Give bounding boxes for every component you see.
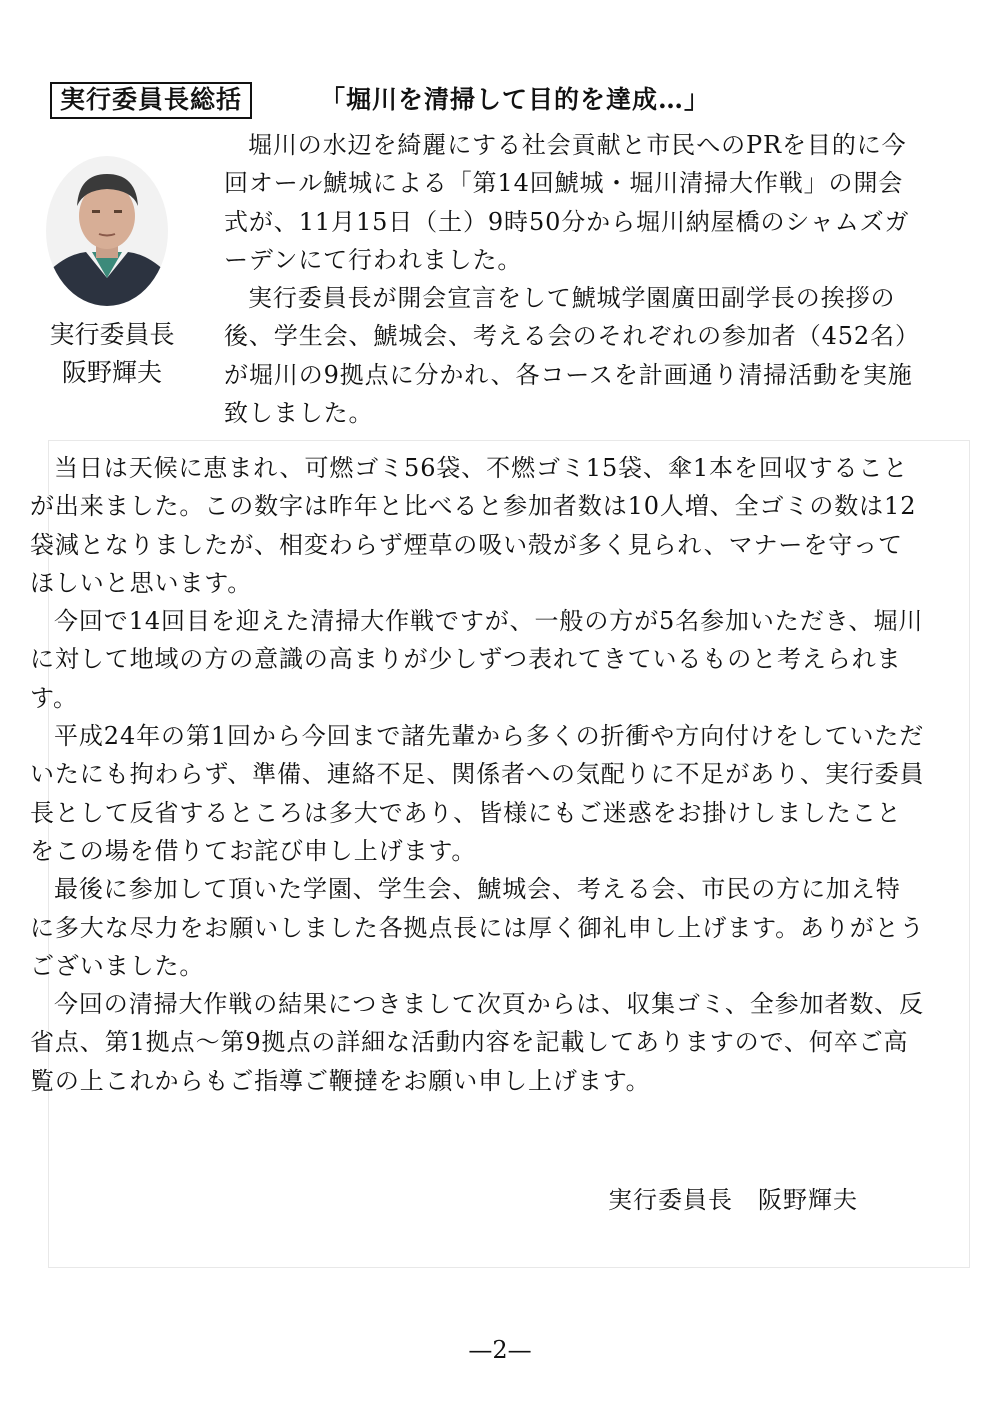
intro-paragraph: 堀川の水辺を綺麗にする社会貢献と市民へのPRを目的に今回オール鯱城による「第14回鯱城・堀川清掃大作戦」の開会式が、11月15日（土）9時50分から堀川納屋橋のシャムズガーデンにて行われました。 xyxy=(224,131,910,274)
signoff: 実行委員長 阪野輝夫 xyxy=(608,1186,858,1214)
section-tag: 実行委員長総括 xyxy=(50,82,252,119)
page-number: —2— xyxy=(468,1336,532,1364)
intro-paragraph: 実行委員長が開会宣言をして鯱城学園廣田副学長の挨拶の後、学生会、鯱城会、考える会のそれぞれの参加者（452名）が堀川の9拠点に分かれ、各コースを計画通り清掃活動を実施致しました。 xyxy=(224,284,920,428)
caption-role: 実行委員長 xyxy=(49,320,175,349)
body-paragraph: 最後に参加して頂いた学園、学生会、鯱城会、考える会、市民の方に加え特に多大な尽力をお願いしました各拠点長には厚く御礼申し上げます。ありがとうございました。 xyxy=(30,875,925,980)
body-paragraph: 当日は天候に恵まれ、可燃ゴミ56袋、不燃ゴミ15袋、傘1本を回収することが出来ました。この数字は昨年と比べると参加者数は10人増、全ゴミの数は12袋減となりましたが、相変わらず煙草の吸い殻が多く見られ、マナーを守ってほしいと思います。 xyxy=(30,454,917,597)
photo-caption xyxy=(42,316,182,392)
intro-text xyxy=(224,126,924,432)
body-paragraph: 平成24年の第1回から今回まで諸先輩から多くの折衝や方向付けをしていただいたにも拘わらず、準備、連絡不足、関係者への気配りに不足があり、実行委員長として反省するところは多大であり、皆様にもご迷惑をお掛けしましたことをこの場を借りてお詫び申し上げます。 xyxy=(30,722,925,865)
chairman-photo xyxy=(46,156,168,306)
article-headline: 「堀川を清掃して目的を達成…」 xyxy=(320,85,711,114)
body-text xyxy=(30,449,925,1100)
body-paragraph: 今回の清掃大作戦の結果につきまして次頁からは、収集ゴミ、全参加者数、反省点、第1拠点～第9拠点の詳細な活動内容を記載してありますので、何卒ご高覧の上これからもご指導ご鞭撻をお願い申し上げます。 xyxy=(30,990,925,1095)
body-paragraph: 今回で14回目を迎えた清掃大作戦ですが、一般の方が5名参加いただき、堀川に対して地域の方の意識の高まりが少しずつ表れてきているものと考えられます。 xyxy=(30,607,924,712)
caption-name: 阪野輝夫 xyxy=(61,358,162,387)
